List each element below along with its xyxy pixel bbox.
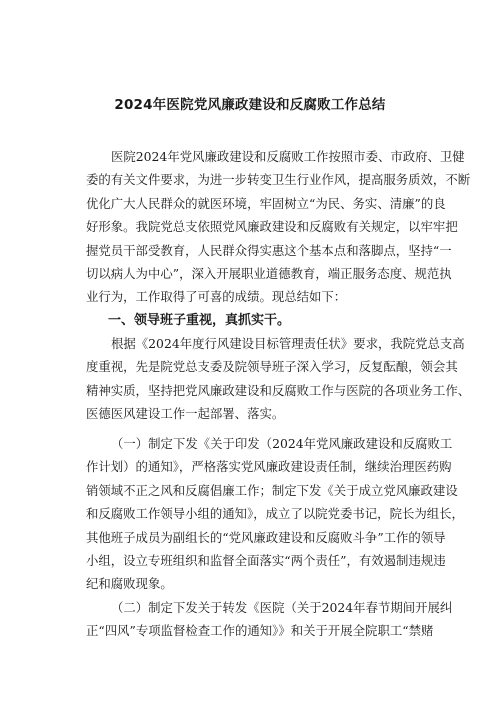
- paragraph-line: 根据《2024年度行风建设目标管理责任状》要求，我院党总支高: [111, 336, 465, 351]
- paragraph-line: 作计划）的通知》，严格落实党风廉政建设责任制，继续治理医药购: [86, 459, 452, 475]
- section-heading: 一、领导班子重视，真抓实干。: [108, 312, 291, 328]
- item1-paragraph: [86, 432, 464, 596]
- paragraph-line: 纪和腐败现象。: [86, 576, 173, 592]
- paragraph-line: 委的有关文件要求，为进一步转变卫生行业作风，提高服务质效，不断: [86, 172, 471, 188]
- paragraph-line: 正“四风”专项监督检查工作的通知》》和关于开展全院职工“禁赌: [86, 623, 434, 639]
- paragraph-line: 业行为，工作取得了可喜的成绩。现总结如下：: [86, 289, 347, 305]
- paragraph-line: 切以病人为中心”，深入开展职业道德教育，端正服务态度、规范执: [86, 265, 452, 281]
- item2-paragraph: [86, 596, 453, 643]
- paragraph-line: 握党员干部受教育，人民群众得实惠这个基本点和落脚点，坚持“一: [86, 242, 452, 258]
- intro-paragraph: [86, 145, 471, 332]
- paragraph-line: （二）制定下发关于转发《医院（关于2024年春节期间开展纠: [111, 600, 453, 615]
- paragraph-line: 医院2024年党风廉政建设和反腐败工作按照市委、市政府、卫健: [111, 149, 465, 164]
- paragraph-line: （一）制定下发《关于印发（2024年党风廉政建设和反腐败工: [111, 436, 453, 451]
- document-title: 2024年医院党风廉政建设和反腐败工作总结: [114, 97, 386, 113]
- paragraph-line: 其他班子成员为副组长的“党风廉政建设和反腐败斗争”工作的领导: [86, 529, 446, 545]
- paragraph-line: 度重视，先是院党总支委及院领导班子深入学习，反复酝酿，领会其: [86, 359, 458, 375]
- paragraph-line: 销领域不正之风和反腐倡廉工作；制定下发《关于成立党风廉政建设: [86, 482, 458, 498]
- paragraph-line: 好形象。我院党总支依照党风廉政建设和反腐败有关规定，以牢牢把: [86, 219, 458, 235]
- section1-paragraph: [86, 332, 471, 426]
- paragraph-line: 精神实质，坚持把党风廉政建设和反腐败工作与医院的各项业务工作、: [86, 382, 471, 398]
- paragraph-line: 和反腐败工作领导小组的通知》，成立了以院党委书记，院长为组长，: [86, 506, 464, 522]
- paragraph-line: 医德医风建设工作一起部署、落实。: [86, 406, 285, 422]
- paragraph-line: 优化广大人民群众的就医环境，牢固树立“为民、务实、清廉”的良: [86, 195, 446, 211]
- paragraph-line: 小组，设立专班组织和监督全面落实“两个责任”，有效遏制违规违: [86, 552, 446, 568]
